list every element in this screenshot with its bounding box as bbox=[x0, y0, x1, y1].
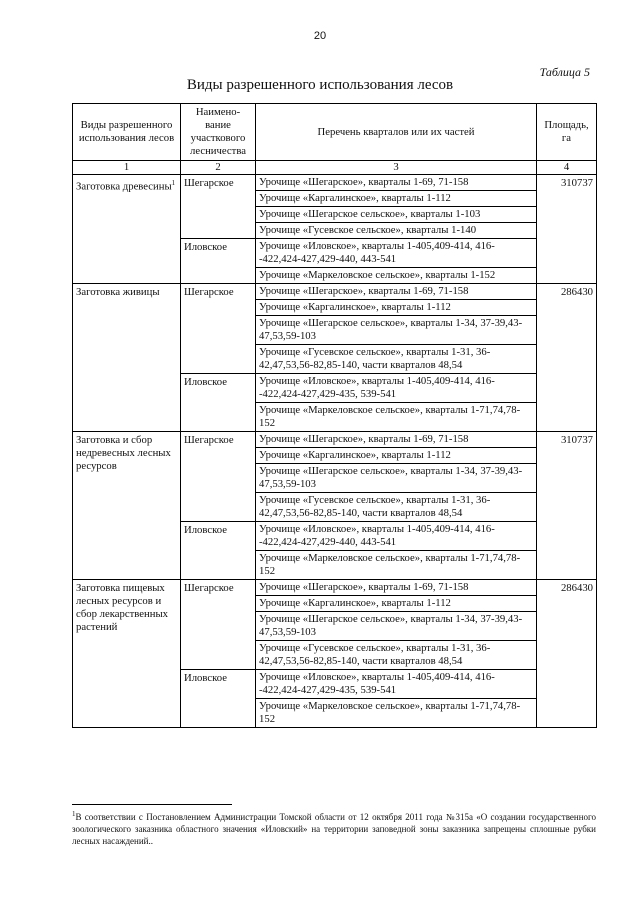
quarter-text: Урочище «Шегарское сельское», кварталы 1-103 bbox=[256, 207, 536, 223]
list-item bbox=[256, 464, 536, 493]
list-item bbox=[256, 316, 536, 345]
column-number: 3 bbox=[256, 161, 537, 175]
list-item bbox=[256, 374, 536, 403]
area-value: 310737 bbox=[537, 175, 597, 284]
quarter-text: Урочище «Шегарское», кварталы 1-69, 71-158 bbox=[259, 285, 469, 297]
list-item bbox=[256, 612, 536, 641]
forestry-name: Шегарское bbox=[181, 580, 256, 670]
list-item bbox=[256, 175, 536, 191]
header-quarters: Перечень кварталов или их частей bbox=[256, 104, 537, 161]
area-value: 286430 bbox=[537, 580, 597, 728]
quarters-list bbox=[256, 284, 536, 373]
quarters-list bbox=[256, 374, 536, 431]
footnote-mark: 1 bbox=[72, 810, 76, 818]
quarter-text: Урочище «Шегарское сельское», кварталы 1-34, 37-39,43-47,53,59-103 bbox=[256, 316, 536, 345]
quarters-cell bbox=[256, 432, 537, 522]
quarter-text: Урочище «Шегарское», кварталы 1-69, 71-158 bbox=[259, 176, 469, 188]
usage-type: Заготовка древесины bbox=[76, 180, 172, 193]
quarter-text: Урочище «Каргалинское», кварталы 1-112 bbox=[256, 300, 536, 316]
quarter-text: Урочище «Гусевское сельское», кварталы 1-140 bbox=[256, 223, 536, 239]
list-item bbox=[256, 191, 536, 207]
forestry-name: Иловское bbox=[181, 522, 256, 580]
list-item bbox=[256, 580, 536, 596]
quarters-list bbox=[256, 239, 536, 283]
page-number: 20 bbox=[313, 30, 327, 42]
list-item bbox=[256, 268, 536, 284]
column-number: 2 bbox=[181, 161, 256, 175]
quarter-text: Урочище «Маркеловское сельское», кварталы 1-71,74,78-152 bbox=[256, 403, 536, 432]
quarters-cell bbox=[256, 580, 537, 670]
list-item bbox=[256, 448, 536, 464]
usage-type: Заготовка пищевых лесных ресурсов и сбор лекарственных растений bbox=[76, 582, 168, 633]
quarter-text: Урочище «Маркеловское сельское», кварталы 1-71,74,78-152 bbox=[256, 551, 536, 580]
forestry-name: Иловское bbox=[181, 374, 256, 432]
footnote-divider bbox=[72, 804, 232, 805]
quarters-cell bbox=[256, 374, 537, 432]
list-item bbox=[256, 403, 536, 432]
list-item bbox=[256, 300, 536, 316]
quarters-cell bbox=[256, 522, 537, 580]
quarter-text: Урочище «Гусевское сельское», кварталы 1-31, 36-42,47,53,56-82,85-140, части кварталов 48,54 bbox=[256, 641, 536, 670]
forestry-name: Шегарское bbox=[181, 432, 256, 522]
usage-type: Заготовка и сбор недревесных лесных ресурсов bbox=[76, 434, 171, 472]
column-number: 4 bbox=[537, 161, 597, 175]
list-item bbox=[256, 207, 536, 223]
forestry-name: Шегарское bbox=[181, 284, 256, 374]
quarters-cell bbox=[256, 175, 537, 239]
quarter-text: Урочище «Шегарское сельское», кварталы 1-34, 37-39,43-47,53,59-103 bbox=[256, 612, 536, 641]
footnote-text: В соответствии с Постановлением Администрации Томской области от 12 октября 2011 года №315а «О создании государственного зоологического заказника областного значения «Иловский» на территории заповедной зоны заказника запрещены сплошные рубки лесных насаждений.. bbox=[72, 812, 596, 846]
footnote-ref: 1 bbox=[171, 179, 176, 187]
quarter-text: Урочище «Гусевское сельское», кварталы 1-31, 36-42,47,53,56-82,85-140, части кварталов 48,54 bbox=[256, 345, 536, 374]
table-row bbox=[73, 432, 597, 522]
forestry-name: Шегарское bbox=[181, 175, 256, 239]
header-area: Площадь, га bbox=[537, 104, 597, 161]
list-item bbox=[256, 551, 536, 580]
forestry-name: Иловское bbox=[181, 670, 256, 728]
quarters-list bbox=[256, 670, 536, 727]
usage-type-cell bbox=[73, 580, 181, 728]
header-forestry: Наимено-вание участкового лесничества bbox=[181, 104, 256, 161]
quarters-list bbox=[256, 580, 536, 669]
quarter-text: Урочище «Шегарское», кварталы 1-69, 71-158 bbox=[259, 581, 469, 593]
quarter-text: Урочище «Маркеловское сельское», кварталы 1-152 bbox=[256, 268, 536, 284]
usage-type: Заготовка живицы bbox=[76, 286, 160, 298]
table-header-row bbox=[73, 104, 597, 161]
list-item bbox=[256, 223, 536, 239]
area-value: 286430 bbox=[537, 284, 597, 432]
table-title: Виды разрешенного использования лесов bbox=[186, 77, 454, 93]
list-item bbox=[256, 284, 536, 300]
list-item bbox=[256, 522, 536, 551]
quarter-text: Урочище «Иловское», кварталы 1-405,409-414, 416--422,424-427,429-440, 443-541 bbox=[259, 240, 495, 265]
quarter-text: Урочище «Иловское», кварталы 1-405,409-414, 416--422,424-427,429-440, 443-541 bbox=[259, 523, 495, 548]
usage-table bbox=[72, 103, 597, 728]
quarters-cell bbox=[256, 284, 537, 374]
list-item bbox=[256, 596, 536, 612]
list-item bbox=[256, 493, 536, 522]
usage-type-cell bbox=[73, 175, 181, 284]
table-row bbox=[73, 284, 597, 374]
quarters-list bbox=[256, 522, 536, 579]
quarter-text: Урочище «Иловское», кварталы 1-405,409-414, 416--422,424-427,429-435, 539-541 bbox=[259, 375, 495, 400]
quarter-text: Урочище «Каргалинское», кварталы 1-112 bbox=[256, 191, 536, 207]
list-item bbox=[256, 239, 536, 268]
quarter-text: Урочище «Шегарское», кварталы 1-69, 71-158 bbox=[259, 433, 469, 445]
quarters-cell bbox=[256, 670, 537, 728]
list-item bbox=[256, 641, 536, 670]
area-value: 310737 bbox=[537, 432, 597, 580]
quarter-text: Урочище «Иловское», кварталы 1-405,409-414, 416--422,424-427,429-435, 539-541 bbox=[259, 671, 495, 696]
quarters-list bbox=[256, 432, 536, 521]
quarters-cell bbox=[256, 239, 537, 284]
footnote bbox=[72, 808, 596, 847]
column-number: 1 bbox=[73, 161, 181, 175]
quarters-list bbox=[256, 175, 536, 238]
column-number-row bbox=[73, 161, 597, 175]
forestry-name: Иловское bbox=[181, 239, 256, 284]
list-item bbox=[256, 699, 536, 728]
header-usage-type: Виды разрешенного использования лесов bbox=[73, 104, 181, 161]
quarter-text: Урочище «Шегарское сельское», кварталы 1-34, 37-39,43-47,53,59-103 bbox=[256, 464, 536, 493]
quarter-text: Урочище «Гусевское сельское», кварталы 1-31, 36-42,47,53,56-82,85-140, части кварталов 48,54 bbox=[256, 493, 536, 522]
usage-type-cell bbox=[73, 432, 181, 580]
quarter-text: Урочище «Маркеловское сельское», кварталы 1-71,74,78-152 bbox=[256, 699, 536, 728]
table-label: Таблица 5 bbox=[539, 65, 590, 79]
list-item bbox=[256, 670, 536, 699]
table-row bbox=[73, 175, 597, 239]
list-item bbox=[256, 432, 536, 448]
table-row bbox=[73, 580, 597, 670]
quarter-text: Урочище «Каргалинское», кварталы 1-112 bbox=[256, 448, 536, 464]
quarter-text: Урочище «Каргалинское», кварталы 1-112 bbox=[256, 596, 536, 612]
list-item bbox=[256, 345, 536, 374]
usage-type-cell bbox=[73, 284, 181, 432]
